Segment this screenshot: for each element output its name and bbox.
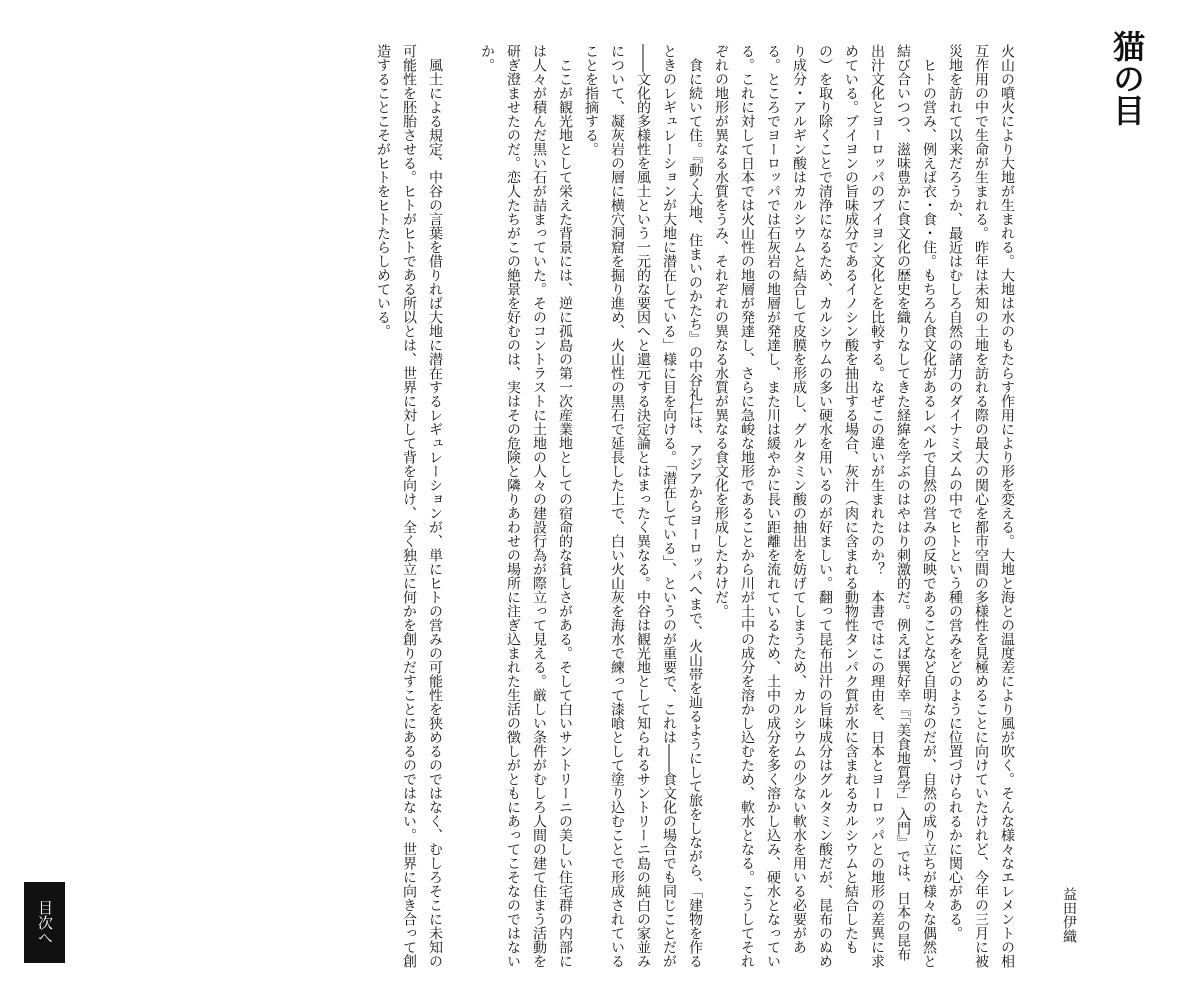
paragraph: ここが観光地として栄えた背景には、逆に孤島の第一次産業地としての宿命的な貧しさがある。そして白いサントリーニの美しい住宅群の内部には人々が積んだ黒い石が詰まっていた。そのコントラストに土地の人々の建設行為が際立って見える。厳しい条件がむしろ人間の建て住まう活動を研ぎ澄ませたのだ。恋人たちがこの絶景を好むのは、実はその危険と隣りあわせの場所に注ぎ込まれた生活の徴しがともにあってこそなのではないか。 <box>479 44 573 968</box>
article-title: 猫の目 <box>1108 30 1146 126</box>
paragraph: 火山の噴火により大地が生まれる。大地は水のもたらす作用により形を変える。大地と海との温度差により風が吹く。そんな様々なエレメントの相互作用の中で生命が生まれる。昨年は未知の土地を訪れる際の最大の関心を都市空間の多様性を見極めることに向けていたけれど、今年の三月に被災地を訪れて以来だろうか、最近はむしろ自然の諸力のダイナミズムの中でヒトという種の営みをどのように位置づけられるかに関心がある。 <box>947 44 1015 968</box>
article-body <box>344 44 1020 974</box>
article-author: 益田伊織 <box>1061 887 1077 943</box>
paragraph: 食に続いて住。『動く大地、住まいのかたち』の中谷礼仁は、アジアからヨーロッパへまで、火山帯を辿るようにして旅をしながら、「建物を作るときのレギュレーションが大地に潜在している」様に目を向ける。「潜在している」、というのが重要で、これは――食文化の場合でも同じことだが――文化的多様性を風土という一元的な要因へと還元する決定論とはまったく異なる。中谷は観光地として知られるサントリーニ島の純白の家並みについて、凝灰岩の層に横穴洞窟を掘り進め、火山性の黒石で延長した上で、白い火山灰を海水で練って漆喰として塗り込むことで形成されていることを指摘する。 <box>583 44 703 968</box>
paragraph: 風土による規定、中谷の言葉を借りれば大地に潜在するレギュレーションが、単にヒトの営みの可能性を狭めるのではなく、むしろそこに未知の可能性を胚胎させる。ヒトがヒトである所以とは、世界に対して背を向け、全く独立に何かを創りだすことにあるのではない。世界に向き合って創造することこそがヒトをヒトたらしめている。 <box>375 44 443 968</box>
toc-button-label: 目次へ <box>36 900 54 945</box>
paragraph: ヒトの営み、例えば衣・食・住。もちろん食文化があるレベルで自然の営みの反映であることなど自明なのだが、自然の成り立ちが様々な偶然と結び合いつつ、滋味豊かに食文化の歴史を織りなしてきた経緯を学ぶのはやはり刺激的だ。例えば巽好幸『「美食地質学」入門』では、日本の昆布出汁文化とヨーロッパのブイヨン文化とを比較する。なぜこの違いが生まれたのか？ 本書ではこの理由を、日本とヨーロッパとの地形の差異に求めている。ブイヨンの旨味成分であるイノシン酸を抽出する場合、灰汁（肉に含まれる動物性タンパク質が水に含まれるカルシウムと結合したもの）を取り除くことで清浄になるため、カルシウムの多い硬水を用いるのが好ましい。翻って昆布出汁の旨味成分はグルタミン酸だが、昆布のぬめり成分・アルギン酸はカルシウムと結合して皮膜を形成し、グルタミン酸の抽出を妨げてしまうため、カルシウムの少ない軟水を用いる必要がある。ところでヨーロッパでは石灰岩の地層が発達し、また川は緩やかに長い距離を流れているため、土中の成分を多く溶かし込み、硬水となっている。これに対して日本では火山性の地層が発達し、さらに急峻な地形であることから川が土中の成分を溶かし込むため、軟水となる。こうしてそれぞれの地形が異なる水質をうみ、それぞれの異なる水質が異なる食文化を形成したわけだ。 <box>713 44 937 968</box>
toc-button[interactable] <box>24 882 65 963</box>
